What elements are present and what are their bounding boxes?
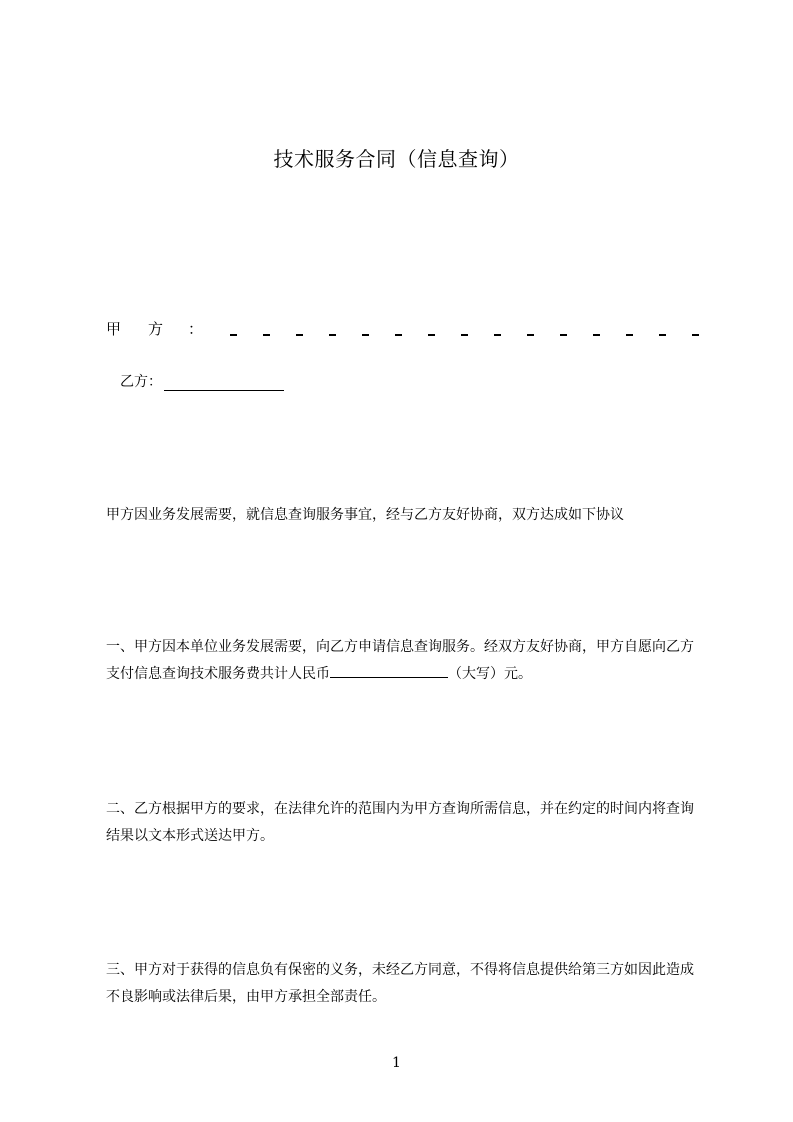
party-a-field — [106, 318, 706, 342]
party-a-label-char1: 甲 — [106, 320, 122, 338]
clause-1-text-after: （大写）元。 — [448, 666, 532, 682]
clause-1 — [106, 634, 706, 688]
party-a-label-char2: 方 — [148, 320, 164, 338]
party-a-blank-line — [230, 334, 702, 336]
intro-paragraph: 甲方因业务发展需要，就信息查询服务事宜，经与乙方友好协商，双方达成如下协议 — [106, 507, 624, 523]
clause-2: 二、乙方根据甲方的要求，在法律允许的范围内为甲方查询所需信息，并在约定的时间内将查询结果以文本形式送达甲方。 — [106, 801, 694, 844]
clause-1-text-before: 一、甲方因本单位业务发展需要，向乙方申请信息查询服务。经双方友好协商，甲方自愿向乙方支付信息查询技术服务费共计人民币 — [106, 639, 694, 682]
page-number: 1 — [392, 1055, 401, 1071]
party-b-field — [120, 371, 284, 391]
party-b-label: 乙方： — [120, 374, 162, 390]
fee-amount-blank — [330, 663, 448, 678]
document-title: 技术服务合同（信息查询） — [273, 147, 520, 171]
party-a-colon: ： — [188, 320, 204, 338]
party-b-blank-line — [164, 376, 284, 391]
clause-3: 三、甲方对于获得的信息负有保密的义务，未经乙方同意，不得将信息提供给第三方如因此造成不良影响或法律后果，由甲方承担全部责任。 — [106, 962, 694, 1005]
